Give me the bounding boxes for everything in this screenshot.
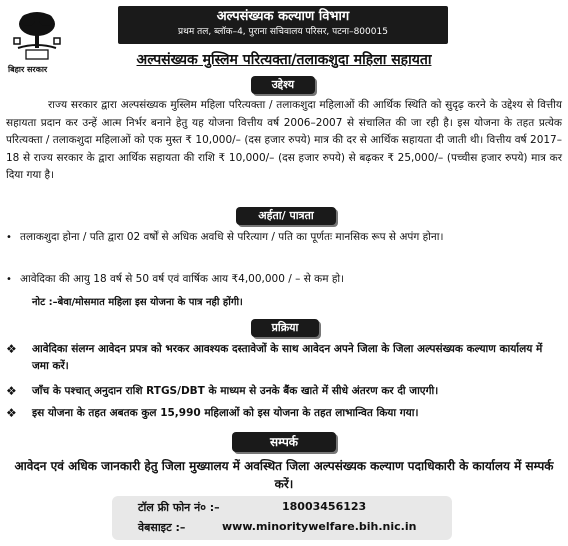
eligibility-item-text: आवेदिका की आयु 18 वर्ष से 50 वर्ष एवं वार्षिक आय ₹4,00,000 / – से कम हो। xyxy=(20,273,345,285)
website-link[interactable]: www.minoritywelfare.bih.nic.in xyxy=(222,520,417,533)
scheme-title: अल्पसंख्यक मुस्लिम परित्यक्ता/तलाकशुदा महिला सहायता xyxy=(136,52,432,68)
diamond-bullet-icon: ❖ xyxy=(6,384,17,398)
process-heading: प्रक्रिया xyxy=(251,319,319,337)
bullet-icon: • xyxy=(6,274,12,285)
contact-box xyxy=(112,496,452,540)
contact-heading: सम्पर्क xyxy=(232,432,336,452)
objective-heading: उद्देश्य xyxy=(251,76,315,94)
process-item-text: इस योजना के तहत अबतक कुल 15,990 महिलाओं को इस योजना के तहत लाभान्वित किया गया। xyxy=(32,407,419,419)
department-header xyxy=(118,6,448,44)
process-item xyxy=(6,405,562,422)
bullet-icon: • xyxy=(6,232,12,243)
diamond-bullet-icon: ❖ xyxy=(6,342,17,356)
process-item xyxy=(6,341,562,375)
diamond-bullet-icon: ❖ xyxy=(6,406,17,420)
eligibility-item xyxy=(6,271,562,288)
contact-text: आवेदन एवं अधिक जानकारी हेतु जिला मुख्यालय में अवस्थित जिला अल्पसंख्यक कल्याण पदाधिकारी के कार्यालय में सम्पर्क करें। xyxy=(14,459,554,491)
tollfree-label: टॉल फ्री फोन नं० :– xyxy=(138,501,220,514)
department-address: प्रथम तल, ब्लॉक–4, पुराना सचिवालय परिसर, पटना–800015 xyxy=(178,27,388,37)
eligibility-item-text: तलाकशुदा होना / पति द्वारा 02 वर्षों से अधिक अवधि से परित्याग / पति का पूर्णतः मानसिक रूप से अपंग होना। xyxy=(20,231,444,243)
process-item-text: आवेदिका संलग्न आवेदन प्रपत्र को भरकर आवश्यक दस्तावेजों के साथ आवेदन अपने जिला के जिला अल्पसंख्यक कल्याण कार्यालय में जमा करें। xyxy=(32,343,543,372)
eligibility-heading: अर्हता/ पात्रता xyxy=(236,207,336,225)
process-item-text: जाँच के पश्चात् अनुदान राशि RTGS/DBT के माध्यम से उनके बैंक खाते में सीधे अंतरण कर दी जाएगी। xyxy=(32,385,439,397)
objective-text: राज्य सरकार द्वारा अल्पसंख्यक मुस्लिम महिला परित्यक्ता / तलाकशुदा महिलाओं की आर्थिक स्थिति को सुदृढ़ करने के उद्देश्य से वित्तीय सहायता प्रदान कर उन्हें आत्म निर्भर बनाने हेतु यह योजना वित्तीय वर्ष 2006–2007 से संचालित की जा रही है। इस योजना के तहत प्रत्येक परित्यक्ता / तलाकशुदा महिलाओं को एक मुस्त ₹ 10,000/– (दस हजार रुपये) मात्र की दर से आर्थिक सहायता दी जाती थी। वित्तीय वर्ष 2017–18 से राज्य सरकार के द्वारा आर्थिक सहायता की राशि ₹ 10,000/– (दस हजार रुपये) से बढ़कर ₹ 25,000/– (पच्चीस हजार रुपये) मात्र कर दिया गया है। xyxy=(6,99,562,181)
tollfree-number: 18003456123 xyxy=(282,500,367,513)
eligibility-note: नोट :–बेवा/मोसमात महिला इस योजना के पात्र नही होंगी। xyxy=(32,297,243,308)
eligibility-item xyxy=(6,229,562,246)
website-label: वेबसाइट :– xyxy=(138,521,186,534)
department-name: अल्पसंख्यक कल्याण विभाग xyxy=(216,9,350,24)
process-item xyxy=(6,383,562,400)
logo-caption: बिहार सरकार xyxy=(8,65,48,74)
